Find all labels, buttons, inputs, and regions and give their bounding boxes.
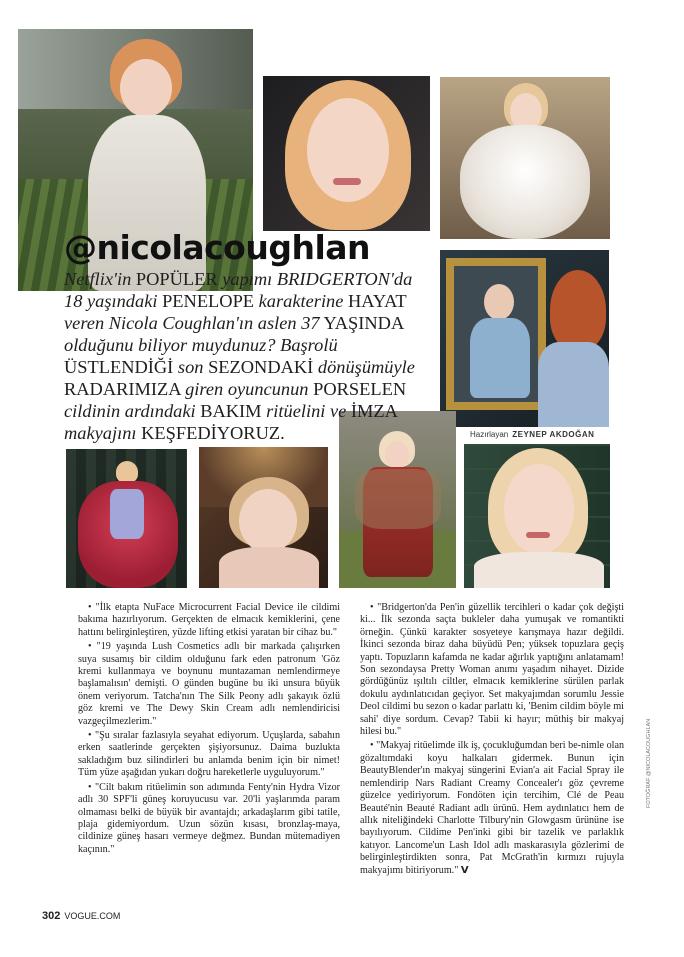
intro-paragraph: Netflix'in POPÜLER yapımı BRIDGERTON'da 18 yaşındaki PENELOPE karakterine HAYAT veren Nicola Coughlan'ın aslen 37 YAŞINDA olduğunu biliyor muydunuz? Başrolü ÜSTLENDİĞİ son SEZONDAKİ dönüşümüyle RADARIMIZA giren oyuncunun PORSELEN cildinin ardındaki BAKIM ritüelini ve İMZA makyajını KEŞFEDİYORUZ.: [64, 269, 415, 443]
side-photo-credit: FOTOĞRAF @NICOLACOUGHLAN: [646, 718, 652, 808]
page-folio: [42, 910, 120, 922]
photo-studio-closeup: [464, 444, 610, 588]
page-number: 302: [42, 910, 61, 922]
credit-name: ZEYNEP AKDOĞAN: [512, 430, 595, 439]
body-paragraph: • "Cilt bakım ritüelimin son adımında Fenty'nin Hydra Vizor adlı 30 SPF'li güneş koruyucusu var. 20'li yaşlarımda param olmaması belki de büyük bir avantajdı; arkadaşlarım gibi tatile, plaja gidemiyordum. Uzun sözün kısası, bronzlaş-maya, cildinize güneş hasarı vermeye değmez. Bundan mütemadiyen kaçının.": [78, 781, 340, 855]
credit-label: Hazırlayan: [470, 430, 509, 439]
body-column-left: [78, 602, 340, 858]
photo-mirror-scene: [440, 250, 609, 427]
photo-red-gown: [66, 449, 187, 588]
body-paragraph: • "İlk etapta NuFace Microcurrent Facial Device ile cildimi bakıma hazırlıyorum. Gerçekten de elmacık kemiklerini, çene hattını belirginleştiren, yüzde lifting etkisi yaratan bir cihaz bu.": [78, 602, 340, 638]
body-paragraph: • "Şu sıralar fazlasıyla seyahat ediyorum. Uçuşlarda, sabahın erken saatlerinde gerçekten şişiyorsunuz. Daima buzlukta sakladığım buz silindirleri bu anlamda benim için bir nimet! Tüm yüze aşağıdan yukarı doğru hareketlerle uyguluyorum.": [78, 730, 340, 779]
body-paragraph: • "19 yaşında Lush Cosmetics adlı bir markada çalışırken suya susamış bir cildim olduğunu fark eden patronum 'Göz kremi kullanmaya ve boynunu muntazaman nemlendirmeye başlamalısın' demişti. O günden bugüne bu iki unsura büyük önem veriyorum. Tatcha'nın The Silk Peony adlı şakayık özlü göz kremi ve The Dewy Skin Cream adlı nemlendiricisi vazgeçilmezlerim.": [78, 641, 340, 727]
author-credit: [470, 430, 594, 439]
photo-fur-coat: [440, 77, 610, 239]
end-mark-icon: V: [460, 864, 469, 876]
photo-portrait-closeup: [263, 76, 430, 231]
folio-site: VOGUE.COM: [64, 911, 121, 921]
photo-reclining-portrait: [199, 447, 328, 588]
body-paragraph: • "Bridgerton'da Pen'in güzellik tercihleri o kadar çok değişti ki... İlk sezonda saçta bukleler daha yumuşak ve romantikti örneğin. Çünkü karakter sosyeteye karışmaya hazır değildi. İkinci sezonda biraz daha büyüdü Pen; yüksek topuzlara geçiş yaptı. Topuzların kafamda ne kadar ağırlık yaptığını anlatamam! Son sezondaysa Pretty Woman anımı yaşadım nihayet. Dizide gördüğünüz ışıltılı ciltler, elmacık kemiklerine sürülen parlak dokulu aydınlatıcıdan geçiyor. Set makyajımdan sorumlu Jessie Deol cildimi bu sezon o kadar parlattı ki, 'Benim cildim böyle mi sahi' diye sordum. Cevap? Tabii ki hayır; müthiş bir makyaj hilesi bu.": [360, 602, 624, 738]
headline-handle: @nicolacoughlan: [64, 228, 371, 267]
body-column-right: [360, 602, 624, 879]
body-paragraph: • "Makyaj ritüelimde ilk iş, çocukluğumdan beri be-nimle olan gözaltımdaki koyu halkaları gidermek. Bunun için BeautyBlender'ın makyaj süngerini Evian'a ait Facial Spray ile nemlendirip Nars Radiant Creamy Concealer'ı göz çevreme güzelce yediriyorum. Fondöten için tercihim, Clé de Peau Beauté'nin Beauté Radiant adlı ürünü. Hem aydınlatıcı hem de allık niteliğindeki Charlotte Tilbury'nin Glowgasm ürününe ise bayılıyorum. Cildime Pen'inki gibi bir tazelik ve parlaklık katıyor. Lancome'un Lash Idol adlı maskarasıyla gözlerimi de belirginleştirdikten sonra, Pat McGrath'in kırmızı rujuyla makyajımı bitiriyorum." V: [360, 740, 624, 876]
